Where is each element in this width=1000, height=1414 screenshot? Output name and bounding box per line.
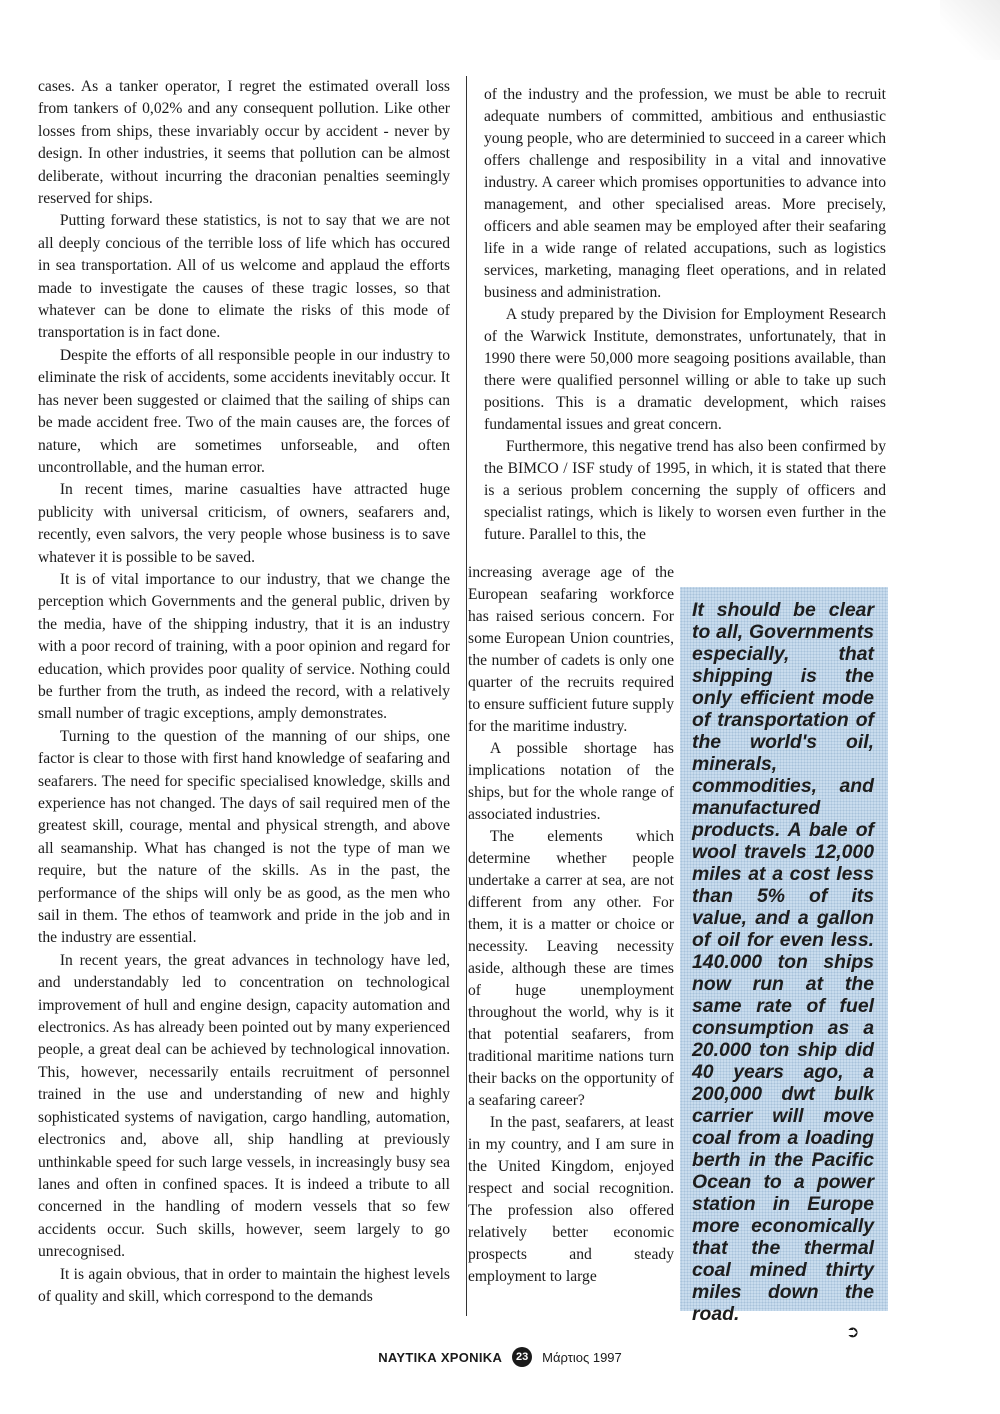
paragraph: A possible shortage has implications notation of the ships, but for the whole range of associated industries. <box>468 740 674 823</box>
page-footer <box>0 1345 1000 1369</box>
pull-quote-text: It should be clear to all, Governments especially, that shipping is the only efficient mode of transportation of the world's oil, minerals, commodities, and manufactured products. A bale of wool travels 12,000 miles at a cost less than 5% of its value, and a gallon of oil for even less. 140.000 ton ships now run at the same rate of fuel consumption as a 20.000 ton ship did 40 years ago, a 200,000 dwt bulk carrier will move coal from a loading berth in the Pacific Ocean to a power station in Europe more economically that the thermal coal mined thirty miles down the road. <box>692 599 874 1325</box>
paragraph: increasing average age of the European seafaring workforce has raised serious concern. For some European Union countries, the number of cadets is only one quarter of the recruits required to ensure sufficient future supply for the maritime industry. <box>468 564 674 735</box>
paragraph: Turning to the question of the manning of our ships, one factor is clear to those with first hand knowledge of seafaring and seafarers. The need for specific specialised knowledge, skills and experience has not changed. The days of sail required men of the greatest skill, courage, mental and physical strength, and above all seamanship. What has changed is not the type of man we require, but the nature of the skills. As in the past, the performance of the ships will only be as good, as the men who sail in them. The ethos of teamwork and pride in the job and in the industry are essential. <box>38 727 450 947</box>
paragraph: In recent times, marine casualties have attracted huge publicity with universal criticism, of owners, seafarers and, recently, even salvors, the very people whose business is to save whatever it is possible to be saved. <box>38 481 450 566</box>
scan-shadow <box>940 0 1000 60</box>
pull-quote-box <box>680 587 888 1325</box>
paragraph: Putting forward these statistics, is not to say that we are not all deeply concious of the terrible loss of life which has occured in sea transportation. All of us welcome and applaud the efforts made to investigate the causes of these tragic losses, so that whatever can be done to elimate the risks of this mode of transportation is in fact done. <box>38 212 450 342</box>
paragraph: Despite the efforts of all responsible people in our industry to eliminate the risk of accidents, some accidents inevitably occur. It has never been suggested or claimed that the sailing of ships can be made accident free. Two of the main causes are, the forces of nature, which are sometimes unforseable, and often uncontrollable, and the human error. <box>38 346 450 476</box>
issue-date: Μάρτιος 1997 <box>542 1349 622 1365</box>
paragraph: The elements which determine whether people undertake a carrer at sea, are not different from any other. For them, it is a matter or choice or necessity. Leaving necessity aside, although these are times of huge unemployment throughout the world, why is it that potential seafarers, from traditional maritime nations turn their backs on the opportunity of a seafaring career? <box>468 828 674 1109</box>
paragraph: It is again obvious, that in order to maintain the highest levels of quality and skill, which correspond to the demands <box>38 1265 450 1305</box>
page-number: 23 <box>512 1347 532 1367</box>
publication-name: ΝΑΥΤΙΚΑ ΧΡΟΝΙΚΑ <box>378 1349 503 1365</box>
right-narrow-column <box>468 562 674 1288</box>
paragraph: A study prepared by the Division for Employment Research of the Warwick Institute, demonstrates, unfortunately, that in 1990 there were 50,000 more seagoing positions available, than there were qualified personnel willing or able to take up such positions. This is a dramatic development, which raises fundamental issues and great concern. <box>484 306 886 433</box>
paragraph: In the past, seafarers, at least in my country, and I am sure in the United Kingdom, enjoyed respect and social recognition. The profession also offered relatively better economic prospects and steady employment to large <box>468 1114 674 1285</box>
continue-arrow-icon: ➲ <box>846 1322 860 1341</box>
paragraph: of the industry and the profession, we must be able to recruit adequate numbers of committed, ambitious and enthusiastic young people, who are determinied to succeed in a career which offers challenge and resposibility in a vital and innovative industry. A career which promises opportunities to advance into management, and other specialised areas. More precisely, officers and able seamen may be employed after their seafaring life in a wide range of related accupations, such as logistics services, marketing, managing fleet operations, and in related business and administration. <box>484 86 886 301</box>
paragraph: In recent years, the great advances in technology have led, and understandably led to concentration on technological improvement of hull and engine design, capacity automation and electronics. As has already been pointed out by many experienced people, a great deal can be achieved by technological innovation. This, however, necessarily entails recruitment of personnel trained in the use and understanding of new and highly sophisticated systems of navigation, cargo handling, automation, electronics and, above all, ship handling at previously unthinkable speed for such large vessels, in increasingly busy sea lanes and often in confined spaces. It is indeed a tribute to all concerned in the handling of modern vessels that so few accidents occur. Such skills, however, seem largely to go unrecognised. <box>38 951 450 1261</box>
column-divider <box>466 76 467 1316</box>
left-column <box>38 76 450 1308</box>
paragraph: cases. As a tanker operator, I regret the estimated overall loss from tankers of 0,02% and any consequent pollution. Like other losses from ships, these invariably occur by accident - never by design. In other industries, it seems that pollution can be almost deliberate, without incurring the draconian penalties seemingly reserved for ships. <box>38 78 450 208</box>
paragraph: Furthermore, this negative trend has also been confirmed by the BIMCO / ISF study of 1995, in which, it is stated that there is a serious problem concerning the supply of officers and specialist ratings, which is likely to worsen even further in the future. Parallel to this, the <box>484 438 886 543</box>
right-column <box>484 84 886 546</box>
paragraph: It is of vital importance to our industry, that we change the perception which Governments and the general public, driven by the media, have of the shipping industry, that it is an industry with a poor record of training, with a poor opinion and regard for education, which provides poor quality of service. Nothing could be further from the truth, as indeed the record, with a relatively small number of tragic exceptions, amply demonstrates. <box>38 570 450 723</box>
